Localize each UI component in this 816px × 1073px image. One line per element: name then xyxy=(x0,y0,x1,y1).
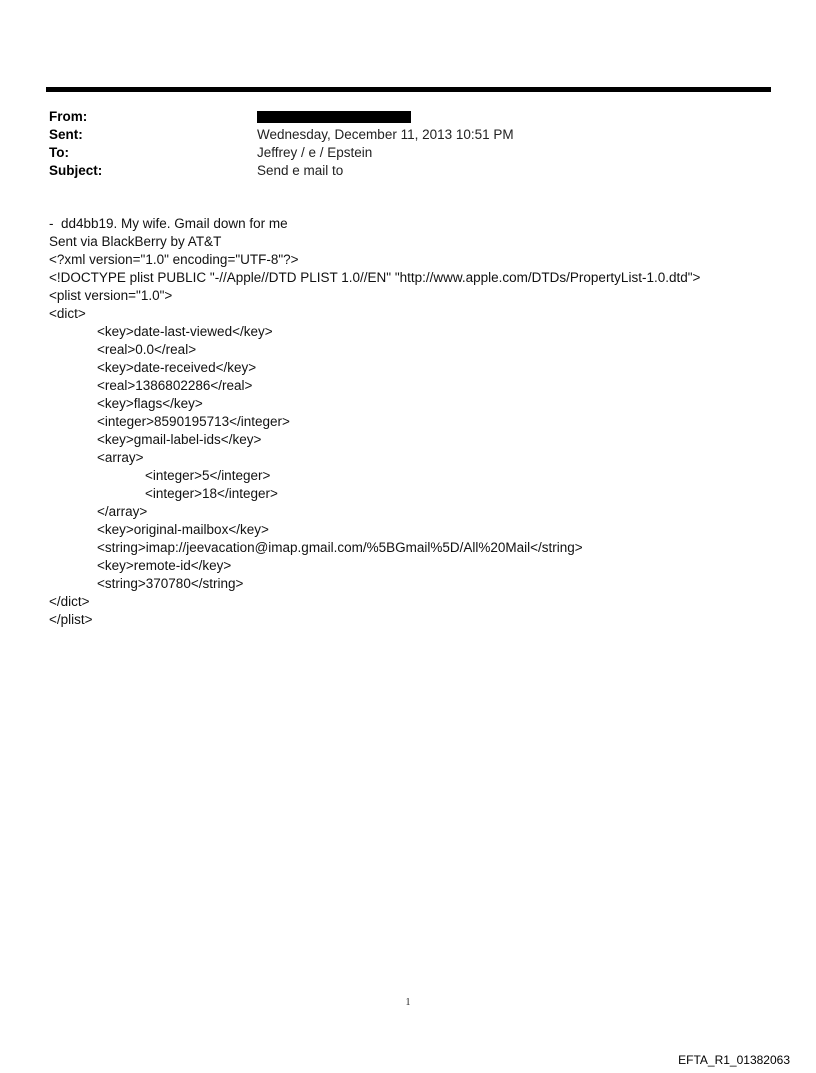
subject-value: Send e mail to xyxy=(257,163,344,178)
page-number: 1 xyxy=(405,997,411,1008)
header-divider xyxy=(46,87,771,92)
sent-row xyxy=(49,126,769,144)
subject-label: Subject: xyxy=(49,163,103,178)
body-line: <key>remote-id</key> xyxy=(97,558,232,573)
body-line: <integer>5</integer> xyxy=(145,468,271,483)
body-line: <key>date-last-viewed</key> xyxy=(97,324,273,339)
body-line: Sent via BlackBerry by AT&T xyxy=(49,234,222,249)
email-body xyxy=(49,215,789,629)
sent-value: Wednesday, December 11, 2013 10:51 PM xyxy=(257,127,514,142)
to-row xyxy=(49,144,769,162)
body-line: <array> xyxy=(97,450,144,465)
body-line: <integer>18</integer> xyxy=(145,486,278,501)
body-line: <plist version="1.0"> xyxy=(49,288,173,303)
to-value: Jeffrey / e / Epstein xyxy=(257,145,373,160)
body-line: <string>imap://jeevacation@imap.gmail.com/%5BGmail%5D/All%20Mail</string> xyxy=(97,540,583,555)
from-label: From: xyxy=(49,109,88,124)
body-line: - dd4bb19. My wife. Gmail down for me xyxy=(49,216,288,231)
subject-row xyxy=(49,162,769,180)
body-line: <real>0.0</real> xyxy=(97,342,197,357)
to-label: To: xyxy=(49,145,69,160)
sent-label: Sent: xyxy=(49,127,83,142)
body-line: <key>flags</key> xyxy=(97,396,203,411)
body-line: </dict> xyxy=(49,594,90,609)
body-line: <key>original-mailbox</key> xyxy=(97,522,269,537)
body-line: <integer>8590195713</integer> xyxy=(97,414,290,429)
body-line: </plist> xyxy=(49,612,93,627)
from-row xyxy=(49,108,769,126)
body-line: <?xml version="1.0" encoding="UTF-8"?> xyxy=(49,252,299,267)
body-line: <!DOCTYPE plist PUBLIC "-//Apple//DTD PLIST 1.0//EN" "http://www.apple.com/DTDs/PropertyList-1.0.dtd"> xyxy=(49,270,701,285)
body-line: <key>gmail-label-ids</key> xyxy=(97,432,262,447)
body-line: </array> xyxy=(97,504,148,519)
body-line: <dict> xyxy=(49,306,86,321)
bates-number: EFTA_R1_01382063 xyxy=(678,1053,790,1067)
redaction-bar xyxy=(257,111,411,123)
body-line: <string>370780</string> xyxy=(97,576,244,591)
body-line: <key>date-received</key> xyxy=(97,360,257,375)
email-header xyxy=(49,108,769,180)
body-line: <real>1386802286</real> xyxy=(97,378,253,393)
